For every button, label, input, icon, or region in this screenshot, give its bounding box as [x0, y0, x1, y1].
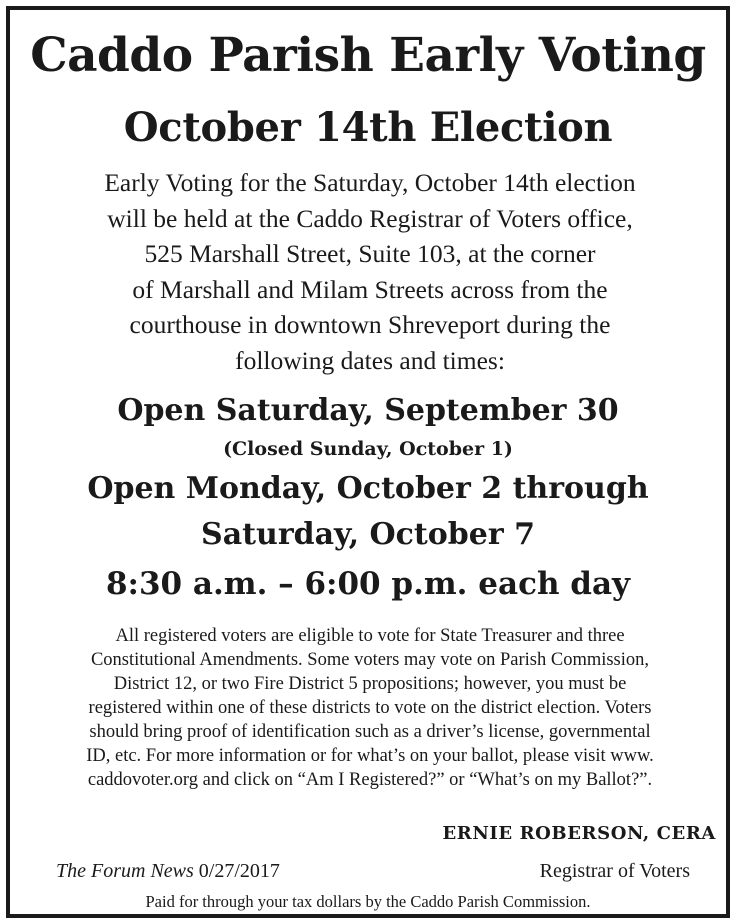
body-line: District 12, or two Fire District 5 propositions; however, you must be [113, 674, 627, 694]
paid-for-disclaimer: Paid for through your tax dollars by the Caddo Parish Commission. [145, 892, 591, 911]
notice-title: Caddo Parish Early Voting [30, 28, 706, 83]
body-line: Constitutional Amendments. Some voters may vote on Parish Commission, [90, 650, 650, 670]
intro-line: 525 Marshall Street, Suite 103, at the corner [144, 239, 596, 268]
notice-subtitle: October 14th Election [123, 104, 613, 151]
schedule-open-saturday: Open Saturday, September 30 [117, 393, 619, 428]
intro-line: of Marshall and Milam Streets across from the [132, 274, 608, 304]
intro-line: following dates and times: [235, 345, 505, 375]
signer-title: Registrar of Voters [539, 860, 690, 882]
intro-line: Early Voting for the Saturday, October 14th election [104, 168, 636, 197]
schedule-closed-note: (Closed Sunday, October 1) [223, 438, 513, 460]
body-line: All registered voters are eligible to vote for State Treasurer and three [115, 626, 625, 646]
schedule-hours: 8:30 a.m. – 6:00 p.m. each day [105, 566, 631, 602]
eligibility-paragraph [24, 624, 716, 792]
schedule-through-saturday: Saturday, October 7 [201, 517, 535, 552]
notice-border [6, 6, 730, 918]
publication-date: 0/27/2017 [198, 860, 280, 882]
signer-name: ERNIE ROBERSON, CERA [442, 823, 716, 844]
body-line: should bring proof of identification such as a driver’s license, governmental [89, 722, 651, 742]
body-line: caddovoter.org and click on “Am I Registered?” or “What’s on my Ballot?”. [87, 770, 653, 790]
intro-line: courthouse in downtown Shreveport during the [129, 310, 611, 339]
intro-paragraph [30, 165, 710, 378]
publication-credit [56, 860, 280, 883]
body-line: registered within one of these districts to vote on the district election. Voters [88, 698, 652, 718]
publication-name: The Forum News [56, 860, 194, 882]
footer-row [56, 860, 690, 883]
intro-line: will be held at the Caddo Registrar of Voters office, [107, 203, 633, 233]
body-line: ID, etc. For more information or for what’s on your ballot, please visit www. [86, 746, 654, 766]
schedule-open-monday: Open Monday, October 2 through [87, 471, 649, 506]
